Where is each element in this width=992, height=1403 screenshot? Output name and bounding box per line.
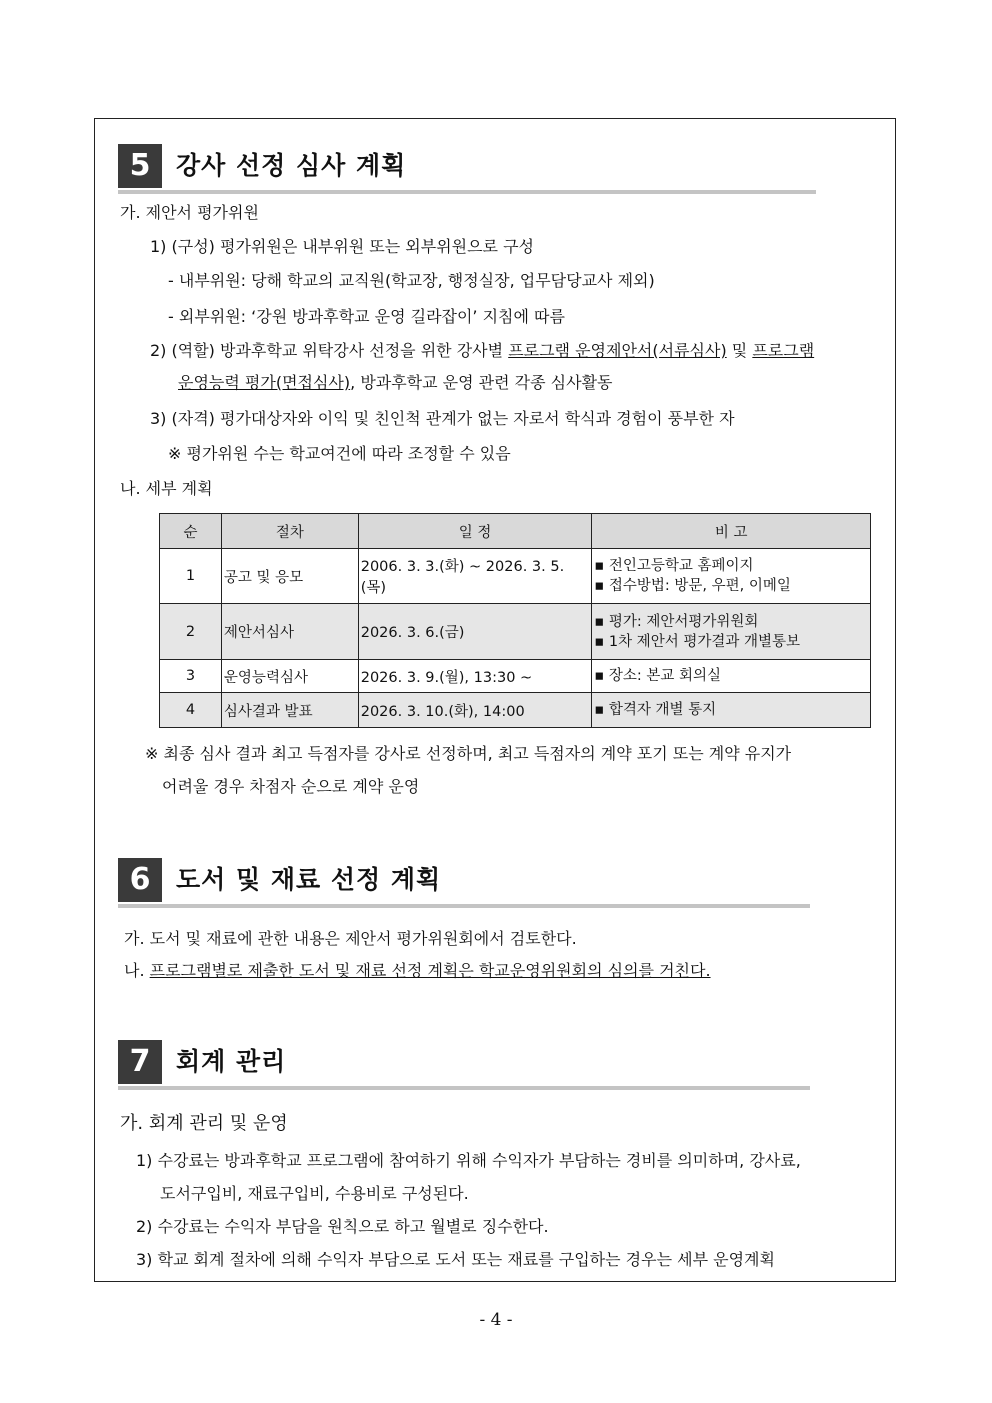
- item-2-text-mid: 및: [726, 341, 753, 360]
- note-bullet: ▪ 평가: 제안서평가위원회: [594, 613, 759, 630]
- section-number: 6: [118, 858, 162, 902]
- item-na: 나. 세부 계획: [120, 479, 213, 498]
- row-notes: [592, 660, 871, 693]
- row-notes: [592, 604, 871, 660]
- note-2-line-2: 어려울 경우 차점자 순으로 계약 운영: [162, 777, 420, 796]
- row-date: 2026. 3. 6.(금): [358, 604, 592, 660]
- item-2-continued: [178, 372, 613, 394]
- header-cell: 비 고: [592, 514, 871, 549]
- schedule-table: [159, 513, 871, 728]
- section-title: 강사 선정 심사 계획: [176, 151, 407, 180]
- item-1-sub-b: - 외부위원: ‘강원 방과후학교 운영 길라잡이’ 지침에 따름: [168, 307, 565, 326]
- header-cell: 절차: [221, 514, 358, 549]
- section-title: 도서 및 재료 선정 계획: [176, 865, 442, 894]
- row-date: 2006. 3. 3.(화) ~ 2026. 3. 5.(목): [358, 549, 592, 604]
- heading-underline: [118, 1086, 810, 1090]
- item-2: [150, 340, 814, 362]
- item-na-prefix: 나.: [124, 961, 150, 980]
- note-bullet: ▪ 전인고등학교 홈페이지: [594, 558, 754, 574]
- item-2-cont-text: , 방과후학교 운영 관련 각종 심사활동: [350, 373, 613, 392]
- item-3: 3) (자격) 평가대상자와 이익 및 친인척 관계가 없는 자로서 학식과 경험이 풍부한 자: [150, 409, 735, 428]
- row-notes: [592, 693, 871, 728]
- section-number: 5: [118, 144, 162, 188]
- heading-underline: [118, 190, 816, 194]
- item-1: 1) (구성) 평가위원은 내부위원 또는 외부위원으로 구성: [150, 237, 534, 256]
- row-step: 공고 및 응모: [221, 549, 358, 604]
- item-na-underlined: 프로그램별로 제출한 도서 및 재료 선정 계획은 학교운영위원회의 심의를 거친다.: [149, 961, 711, 980]
- section-number: 7: [118, 1040, 162, 1084]
- item-2-underlined: 프로그램 운영제안서(서류심사): [508, 341, 727, 360]
- item-2-text: 2) (역할) 방과후학교 위탁강사 선정을 위한 강사별: [150, 341, 509, 360]
- section-6-item-ga: 가. 도서 및 재료에 관한 내용은 제안서 평가위원회에서 검토한다.: [124, 929, 577, 948]
- row-step: 심사결과 발표: [221, 693, 358, 728]
- note-bullet: ▪ 합격자 개별 통지: [594, 702, 717, 718]
- item-2-underlined-2: 프로그램: [752, 341, 815, 360]
- table-row: [160, 660, 871, 693]
- note-2-line-1: ※ 최종 심사 결과 최고 득점자를 강사로 선정하며, 최고 득점자의 계약 포기 또는 계약 유지가: [145, 744, 792, 763]
- section-7-item-1-line-2: 도서구입비, 재료구입비, 수용비로 구성된다.: [160, 1184, 469, 1203]
- item-1-sub-a: - 내부위원: 당해 학교의 교직원(학교장, 행정실장, 업무담당교사 제외): [168, 271, 655, 290]
- item-ga: 가. 제안서 평가위원: [120, 203, 259, 222]
- row-number: 4: [160, 693, 222, 728]
- row-number: 2: [160, 604, 222, 660]
- page-number: - 4 -: [479, 1310, 513, 1330]
- section-7-item-1-line-1: 1) 수강료는 방과후학교 프로그램에 참여하기 위해 수익자가 부담하는 경비를 의미하며, 강사료,: [136, 1151, 801, 1170]
- row-step: 제안서심사: [221, 604, 358, 660]
- row-number: 1: [160, 549, 222, 604]
- table-header-row: [160, 514, 871, 549]
- row-date: 2026. 3. 10.(화), 14:00: [358, 693, 592, 728]
- header-cell: 순: [160, 514, 222, 549]
- table-row: [160, 604, 871, 660]
- item-2-cont-underlined: 운영능력 평가(면접심사): [178, 373, 351, 392]
- row-notes: [592, 549, 871, 604]
- section-6-item-na: [124, 960, 711, 982]
- row-step: 운영능력심사: [221, 660, 358, 693]
- table-row: [160, 549, 871, 604]
- header-cell: 일 정: [358, 514, 592, 549]
- row-date: 2026. 3. 9.(월), 13:30 ~: [358, 660, 592, 693]
- note-bullet: ▪ 장소: 본교 회의실: [594, 668, 721, 684]
- note-bullet: ▪ 1차 제안서 평가결과 개별통보: [594, 633, 800, 650]
- table-row: [160, 693, 871, 728]
- note-bullet: ▪ 접수방법: 방문, 우편, 이메일: [594, 578, 791, 594]
- section-7-item-ga: 가. 회계 관리 및 운영: [120, 1113, 288, 1134]
- section-title: 회계 관리: [176, 1047, 287, 1076]
- note-1: ※ 평가위원 수는 학교여건에 따라 조정할 수 있음: [168, 444, 511, 463]
- heading-underline: [118, 904, 810, 908]
- section-7-item-3: 3) 학교 회계 절차에 의해 수익자 부담으로 도서 또는 재료를 구입하는 경우는 세부 운영계획: [136, 1250, 775, 1269]
- row-number: 3: [160, 660, 222, 693]
- section-7-item-2: 2) 수강료는 수익자 부담을 원칙으로 하고 월별로 징수한다.: [136, 1217, 549, 1236]
